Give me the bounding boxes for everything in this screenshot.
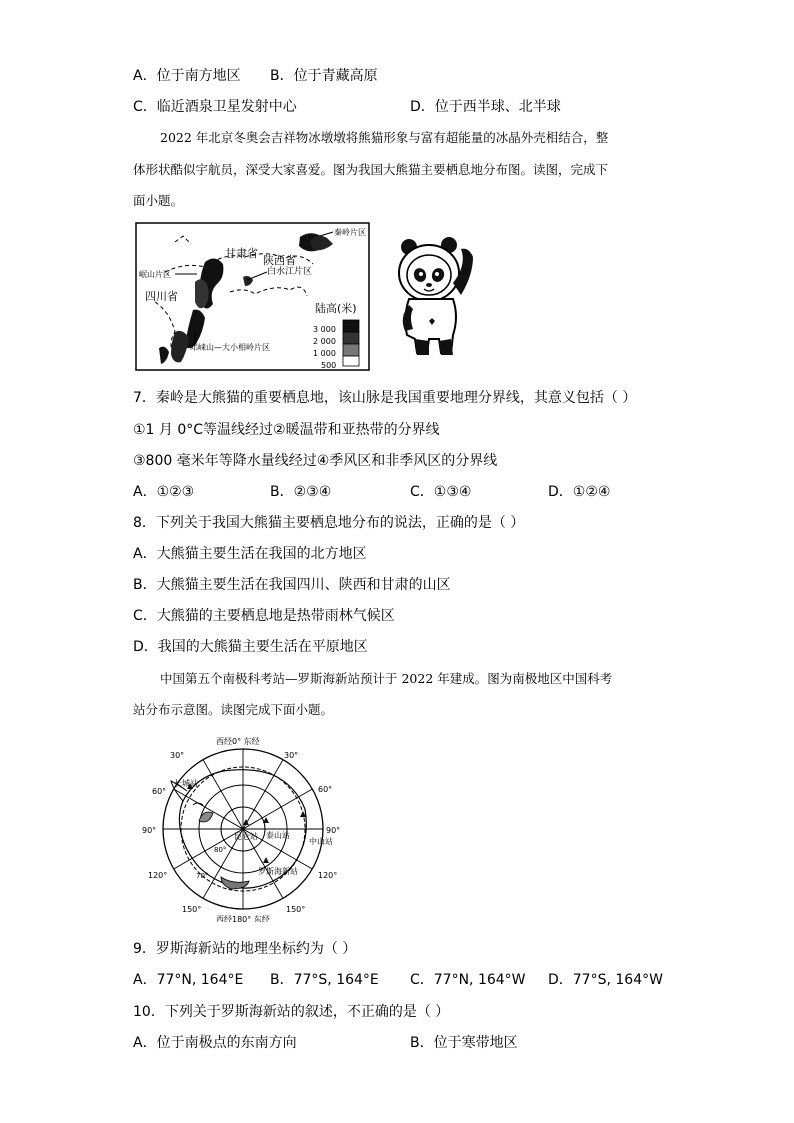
intro-text-line: 体形状酷似宇航员，深受大家喜爱。图为我国大熊猫主要栖息地分布图。读图，完成下 [133, 162, 609, 177]
option-b: B．大熊猫主要生活在我国四川、陕西和甘肃的山区 [133, 577, 451, 593]
bing-dwen-dwen-image [395, 235, 475, 360]
legend-title: 陆高(米) [315, 302, 357, 315]
option-a: A．位于南方地区 [133, 68, 241, 84]
label-deg30-right: 30° [284, 751, 299, 760]
legend-3000: 3 000 [313, 325, 336, 334]
label-bottom-meridian: 西经180° 东经 [216, 915, 270, 922]
option-a: A．77°N, 164°E [133, 972, 244, 988]
map-label-gansu: 甘肃省 [225, 247, 258, 260]
panda-habitat-map [135, 222, 371, 372]
label-top-meridian: 西经0° 东经 [216, 737, 260, 746]
option-b: B．77°S, 164°E [270, 972, 379, 988]
question-9-stem: 9．罗斯海新站的地理坐标约为（ ） [133, 941, 357, 957]
label-lat70: 70° [196, 872, 209, 880]
label-deg60-left: 60° [152, 787, 167, 796]
question-7-statement: ③800 毫米年等降水量线经过④季风区和非季风区的分界线 [133, 453, 498, 469]
label-deg90-right: 90° [326, 826, 341, 835]
question-8-stem: 8．下列关于我国大熊猫主要栖息地分布的说法，正确的是（ ） [133, 515, 525, 531]
intro-text-line: 站分布示意图。读图完成下面小题。 [133, 702, 334, 717]
intro-text-line: 中国第五个南极科考站—罗斯海新站预计于 2022 年建成。图为南极地区中国科考 [160, 671, 613, 686]
option-b: B．②③④ [270, 484, 332, 500]
option-b: B．位于青藏高原 [270, 68, 378, 84]
intro-text-line: 2022 年北京冬奥会吉祥物冰墩墩将熊猫形象与富有超能量的冰晶外壳相结合，整 [160, 130, 609, 145]
label-deg30-left: 30° [170, 751, 185, 760]
label-deg90-left: 90° [142, 826, 157, 835]
option-d: D．77°S, 164°W [548, 972, 663, 988]
label-deg150-left: 150° [182, 905, 202, 914]
option-d: D．位于西半球、北半球 [410, 99, 561, 115]
label-luosihai: 罗斯海新站 [258, 867, 298, 876]
question-10-stem: 10．下列关于罗斯海新站的叙述，不正确的是（ ） [133, 1004, 450, 1020]
option-c: C．77°N, 164°W [410, 972, 526, 988]
legend-1000: 1 000 [313, 349, 336, 358]
legend-2000: 2 000 [313, 337, 336, 346]
label-lat80: 80° [214, 846, 227, 854]
map-label-shaanxi: 陕西省 [263, 254, 296, 267]
map-label-qinling: 秦岭片区 [334, 228, 366, 237]
option-c: C．大熊猫的主要栖息地是热带雨林气候区 [133, 608, 395, 624]
intro-text-line: 面小题。 [133, 193, 184, 208]
label-deg120-left: 120° [148, 871, 168, 880]
option-c: C．临近酒泉卫星发射中心 [133, 99, 297, 115]
map-label-qionglai: 邛崃山—大小相岭片区 [190, 343, 270, 352]
legend-500: 500 [321, 361, 337, 370]
label-deg60-right: 60° [318, 785, 333, 794]
label-changcheng: 长城站 [174, 779, 198, 788]
question-7-stem: 7．秦岭是大熊猫的重要栖息地，该山脉是我国重要地理分界线，其意义包括（ ） [133, 390, 637, 406]
map-label-baishuijiang: 白水江片区 [267, 267, 313, 277]
option-a: A．大熊猫主要生活在我国的北方地区 [133, 546, 367, 562]
option-c: C．①③④ [410, 484, 472, 500]
option-a: A．位于南极点的东南方向 [133, 1035, 297, 1051]
label-zhongshan: 中山站 [309, 837, 333, 846]
label-taishan: 泰山站 [266, 831, 290, 840]
label-kunlun: 昆仑站 [234, 832, 258, 841]
option-d: D．①②④ [548, 484, 611, 500]
option-d: D．我国的大熊猫主要生活在平原地区 [133, 639, 368, 655]
antarctic-station-map [138, 732, 348, 922]
label-deg150-right: 150° [286, 905, 306, 914]
option-a: A．①②③ [133, 484, 195, 500]
label-deg120-right: 120° [318, 871, 338, 880]
map-label-minshan: 岷山片区 [139, 270, 171, 279]
question-7-statement: ①1 月 0°C等温线经过②暖温带和亚热带的分界线 [133, 422, 440, 438]
option-b: B．位于寒带地区 [410, 1035, 518, 1051]
map-label-sichuan: 四川省 [145, 290, 178, 303]
